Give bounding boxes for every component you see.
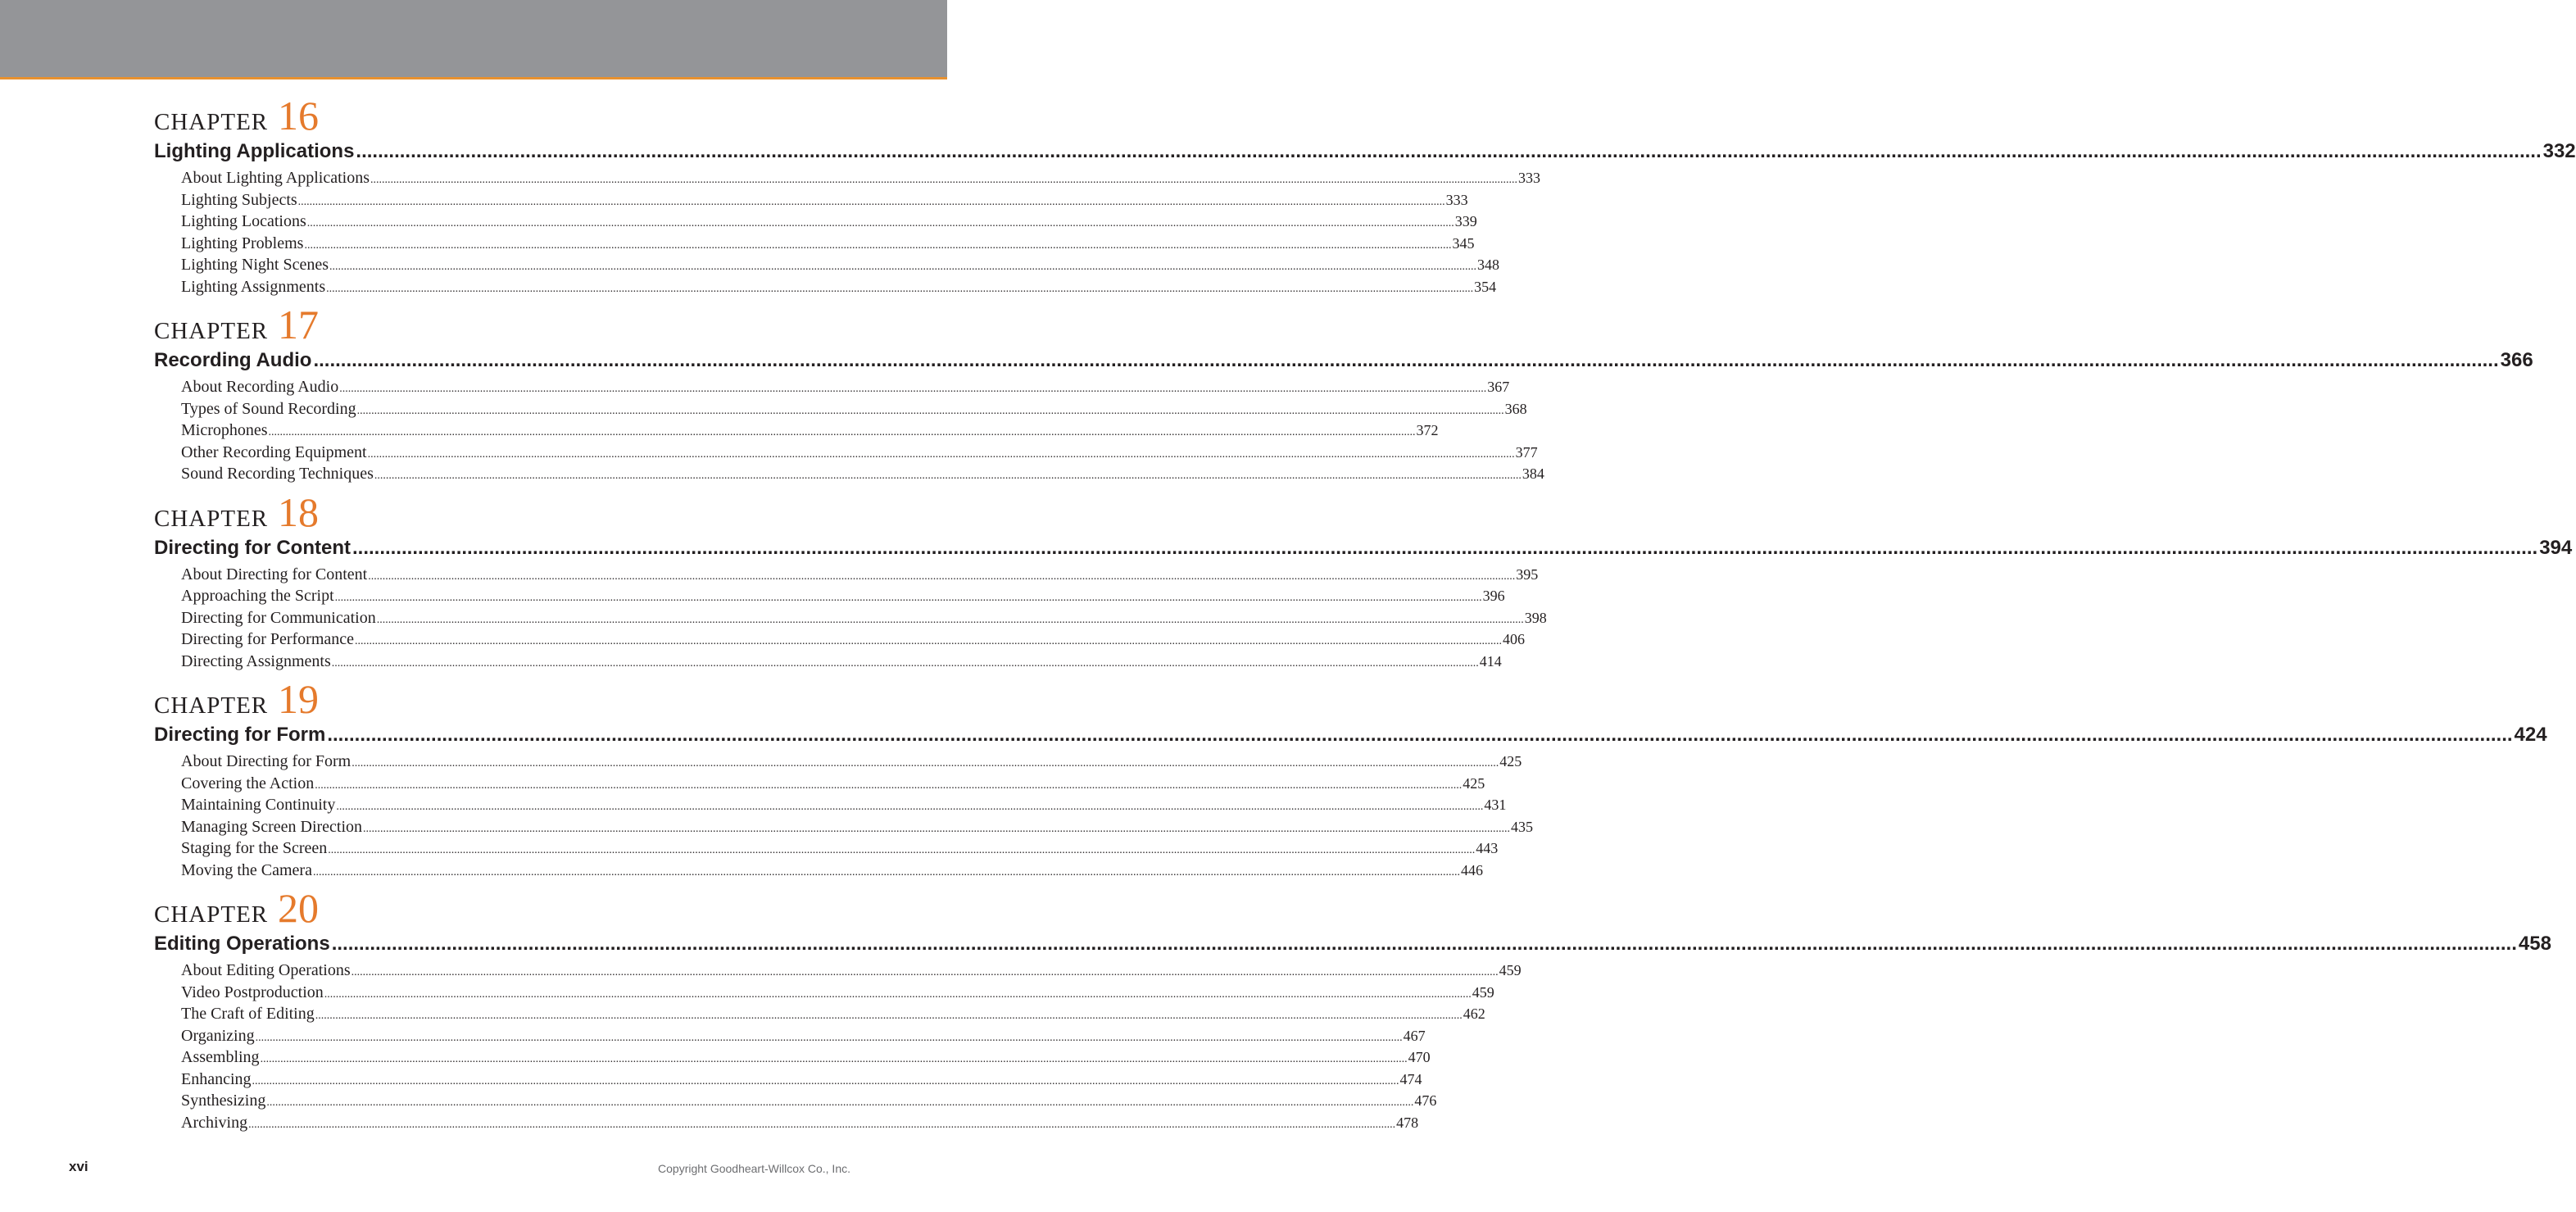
- toc-entry[interactable]: [181, 860, 1483, 882]
- entry-page: 425: [1463, 774, 1485, 792]
- entry-title: About Recording Audio: [181, 378, 339, 396]
- chapter-heading: [154, 885, 794, 931]
- dot-leader: ................................................................................................................................................................................................................................................................................................................................................................................................................: [252, 1074, 1399, 1087]
- chapter-label: CHAPTER: [154, 505, 269, 532]
- entry-title: Directing Assignments: [181, 651, 331, 670]
- toc-entry[interactable]: [181, 982, 1494, 1004]
- chapter-heading: [154, 93, 794, 138]
- toc-entry[interactable]: [181, 1090, 1437, 1112]
- section-list: [181, 376, 1544, 485]
- chapter-heading: [154, 676, 794, 722]
- chapter-section: [154, 676, 2547, 886]
- toc-entry[interactable]: [181, 1069, 1422, 1091]
- toc-entry[interactable]: [181, 1046, 1431, 1069]
- header-bar: [0, 0, 947, 79]
- entry-page: 384: [1522, 465, 1544, 482]
- chapter-title-row[interactable]: [154, 138, 2576, 166]
- chapter-title: Editing Operations: [154, 933, 330, 955]
- entry-page: 377: [1515, 443, 1538, 461]
- entry-title: Managing Screen Direction: [181, 817, 363, 836]
- entry-page: 443: [1476, 840, 1499, 856]
- entry-page: 406: [1503, 631, 1526, 647]
- section-list: [181, 564, 1547, 673]
- entry-page: 372: [1416, 422, 1439, 438]
- entry-title: About Lighting Applications: [181, 169, 370, 187]
- dot-leader: ................................................................................................................................................................................................................................................................................................................................................................................................................: [329, 261, 1476, 273]
- toc-entry[interactable]: [181, 398, 1527, 420]
- dot-leader: ................................................................................................................................................................................................................................................................................................................................................................................................................: [312, 865, 1460, 878]
- dot-leader: ................................................................................................................................................................................................................................................................................................................................................................................................................: [368, 570, 1516, 583]
- dot-leader: ................................................................................................................................................................................................................................................................................................................................................................................................................: [363, 822, 1511, 835]
- entry-page: 459: [1499, 962, 1522, 978]
- table-of-contents: [154, 93, 2576, 1138]
- entry-title: Synthesizing: [181, 1092, 266, 1110]
- chapter-title: Lighting Applications: [154, 140, 355, 162]
- entry-page: 333: [1518, 170, 1540, 186]
- entry-page: 398: [1524, 609, 1547, 626]
- chapter-title-row[interactable]: [154, 347, 2533, 374]
- chapter-section: [154, 885, 2551, 1138]
- entry-page: 339: [1454, 213, 1477, 229]
- entry-title: Lighting Subjects: [181, 190, 297, 209]
- entry-page: 446: [1460, 861, 1483, 878]
- chapter-label: CHAPTER: [154, 901, 269, 928]
- toc-entry[interactable]: [181, 420, 1439, 442]
- entry-page: 478: [1396, 1114, 1419, 1131]
- section-list: [181, 167, 1540, 297]
- entry-title: About Directing for Content: [181, 565, 368, 583]
- entry-title: Staging for the Screen: [181, 839, 328, 857]
- chapter-number: 19: [278, 676, 319, 722]
- entry-title: Other Recording Equipment: [181, 443, 367, 461]
- entry-title: Lighting Problems: [181, 234, 304, 252]
- entry-page: 470: [1408, 1049, 1431, 1065]
- toc-entry[interactable]: [181, 1003, 1485, 1025]
- entry-title: Directing for Performance: [181, 630, 355, 648]
- chapter-number: 17: [278, 302, 319, 347]
- entry-title: Maintaining Continuity: [181, 796, 336, 814]
- dot-leader: ................................................................................................................................................................................................................................................................................................................................................................................................................: [266, 1096, 1414, 1109]
- dot-leader: ................................................................................................................................................................................................................................................................................................................................................................................................................: [356, 140, 2542, 162]
- entry-page: 354: [1474, 278, 1497, 295]
- chapter-title-row[interactable]: [154, 721, 2547, 749]
- dot-leader: ................................................................................................................................................................................................................................................................................................................................................................................................................: [255, 1031, 1403, 1044]
- toc-entry[interactable]: [181, 442, 1538, 464]
- entry-title: Microphones: [181, 421, 268, 439]
- page-number: xvi: [69, 1159, 88, 1174]
- chapter-title: Recording Audio: [154, 349, 312, 371]
- toc-entry[interactable]: [181, 1025, 1426, 1047]
- entry-title: Covering the Action: [181, 774, 315, 792]
- toc-entry[interactable]: [181, 651, 1502, 673]
- dot-leader: ................................................................................................................................................................................................................................................................................................................................................................................................................: [336, 801, 1484, 813]
- dot-leader: ................................................................................................................................................................................................................................................................................................................................................................................................................: [331, 933, 2517, 955]
- entry-title: Sound Recording Techniques: [181, 465, 374, 483]
- entry-title: Types of Sound Recording: [181, 399, 356, 418]
- dot-leader: ................................................................................................................................................................................................................................................................................................................................................................................................................: [260, 1053, 1408, 1065]
- toc-entry[interactable]: [181, 167, 1540, 189]
- toc-entry[interactable]: [181, 751, 1522, 773]
- chapter-section: [154, 302, 2533, 490]
- toc-entry[interactable]: [181, 376, 1510, 398]
- dot-leader: ................................................................................................................................................................................................................................................................................................................................................................................................................: [306, 217, 1454, 229]
- entry-page: 367: [1487, 379, 1510, 395]
- chapter-page: 394: [2539, 536, 2573, 559]
- section-list: [181, 751, 1534, 881]
- entry-page: 395: [1516, 565, 1539, 583]
- toc-entry[interactable]: [181, 233, 1475, 255]
- toc-entry[interactable]: [181, 463, 1544, 485]
- dot-leader: ................................................................................................................................................................................................................................................................................................................................................................................................................: [313, 349, 2499, 371]
- entry-page: 459: [1472, 983, 1494, 1001]
- dot-leader: ................................................................................................................................................................................................................................................................................................................................................................................................................: [351, 966, 1499, 978]
- dot-leader: ................................................................................................................................................................................................................................................................................................................................................................................................................: [376, 613, 1524, 626]
- toc-entry[interactable]: [181, 189, 1468, 211]
- chapter-section: [154, 488, 2573, 678]
- entry-title: Organizing: [181, 1026, 255, 1045]
- entry-page: 435: [1511, 818, 1534, 835]
- entry-page: 476: [1414, 1092, 1437, 1109]
- entry-page: 345: [1452, 234, 1475, 252]
- toc-entry[interactable]: [181, 816, 1534, 838]
- toc-entry[interactable]: [181, 629, 1526, 651]
- entry-page: 431: [1484, 797, 1507, 813]
- copyright-notice: Copyright Goodheart-Willcox Co., Inc.: [658, 1162, 850, 1175]
- chapter-heading: [154, 488, 794, 535]
- toc-entry[interactable]: [181, 838, 1499, 860]
- entry-title: The Craft of Editing: [181, 1005, 315, 1023]
- dot-leader: ................................................................................................................................................................................................................................................................................................................................................................................................................: [339, 383, 1487, 395]
- dot-leader: ................................................................................................................................................................................................................................................................................................................................................................................................................: [356, 404, 1504, 417]
- chapter-label: CHAPTER: [154, 109, 269, 135]
- dot-leader: ................................................................................................................................................................................................................................................................................................................................................................................................................: [324, 987, 1472, 1001]
- chapter-number: 18: [278, 488, 319, 535]
- dot-leader: ................................................................................................................................................................................................................................................................................................................................................................................................................: [352, 536, 2538, 559]
- entry-title: Lighting Assignments: [181, 277, 326, 296]
- section-list: [181, 960, 1522, 1133]
- chapter-page: 424: [2514, 724, 2547, 746]
- entry-title: Lighting Night Scenes: [181, 256, 329, 274]
- dot-leader: ................................................................................................................................................................................................................................................................................................................................................................................................................: [315, 778, 1463, 792]
- entry-title: Enhancing: [181, 1069, 252, 1088]
- toc-entry[interactable]: [181, 254, 1499, 276]
- entry-page: 467: [1403, 1027, 1426, 1044]
- chapter-number: 16: [278, 93, 319, 138]
- toc-entry[interactable]: [181, 211, 1477, 233]
- toc-entry[interactable]: [181, 607, 1547, 629]
- toc-entry[interactable]: [181, 564, 1539, 586]
- dot-leader: ................................................................................................................................................................................................................................................................................................................................................................................................................: [304, 238, 1452, 252]
- chapter-title: Directing for Form: [154, 724, 326, 746]
- entry-title: About Directing for Form: [181, 752, 351, 770]
- entry-page: 368: [1504, 400, 1527, 417]
- toc-entry[interactable]: [181, 1112, 1419, 1134]
- dot-leader: ................................................................................................................................................................................................................................................................................................................................................................................................................: [367, 447, 1515, 461]
- chapter-section: [154, 93, 2576, 302]
- toc-entry[interactable]: [181, 585, 1505, 607]
- entry-title: Lighting Locations: [181, 212, 306, 230]
- chapter-label: CHAPTER: [154, 318, 269, 344]
- entry-title: Directing for Communication: [181, 608, 376, 627]
- chapter-page: 458: [2518, 933, 2551, 955]
- entry-title: Moving the Camera: [181, 860, 312, 879]
- dot-leader: ................................................................................................................................................................................................................................................................................................................................................................................................................: [327, 724, 2513, 746]
- entry-page: 414: [1479, 652, 1502, 670]
- dot-leader: ................................................................................................................................................................................................................................................................................................................................................................................................................: [268, 426, 1416, 438]
- dot-leader: ................................................................................................................................................................................................................................................................................................................................................................................................................: [331, 656, 1479, 670]
- dot-leader: ................................................................................................................................................................................................................................................................................................................................................................................................................: [328, 844, 1476, 856]
- chapter-label: CHAPTER: [154, 692, 269, 719]
- entry-page: 474: [1399, 1070, 1422, 1087]
- chapter-title-row[interactable]: [154, 534, 2573, 562]
- chapter-heading: [154, 302, 794, 347]
- entry-title: About Editing Operations: [181, 961, 351, 979]
- toc-entry[interactable]: [181, 960, 1522, 982]
- dot-leader: ................................................................................................................................................................................................................................................................................................................................................................................................................: [374, 470, 1522, 482]
- chapter-title: Directing for Content: [154, 536, 351, 559]
- entry-title: Archiving: [181, 1113, 248, 1132]
- entry-title: Assembling: [181, 1048, 260, 1066]
- dot-leader: ................................................................................................................................................................................................................................................................................................................................................................................................................: [315, 1010, 1463, 1022]
- entry-page: 425: [1499, 753, 1522, 769]
- entry-page: 333: [1445, 191, 1468, 208]
- toc-entry[interactable]: [181, 276, 1497, 298]
- toc-entry[interactable]: [181, 794, 1507, 816]
- chapter-title-row[interactable]: [154, 930, 2551, 958]
- dot-leader: ................................................................................................................................................................................................................................................................................................................................................................................................................: [334, 592, 1482, 604]
- dot-leader: ................................................................................................................................................................................................................................................................................................................................................................................................................: [326, 282, 1474, 295]
- dot-leader: ................................................................................................................................................................................................................................................................................................................................................................................................................: [355, 635, 1503, 647]
- dot-leader: ................................................................................................................................................................................................................................................................................................................................................................................................................: [351, 757, 1499, 769]
- chapter-page: 332: [2542, 140, 2576, 162]
- chapter-page: 366: [2500, 349, 2533, 371]
- entry-page: 396: [1482, 588, 1505, 604]
- toc-entry[interactable]: [181, 773, 1485, 795]
- entry-title: Approaching the Script: [181, 587, 334, 605]
- entry-page: 348: [1476, 256, 1499, 273]
- dot-leader: ................................................................................................................................................................................................................................................................................................................................................................................................................: [370, 174, 1517, 186]
- dot-leader: ................................................................................................................................................................................................................................................................................................................................................................................................................: [297, 195, 1445, 208]
- chapter-number: 20: [278, 885, 319, 931]
- entry-page: 462: [1463, 1005, 1485, 1022]
- entry-title: Video Postproduction: [181, 983, 324, 1001]
- dot-leader: ................................................................................................................................................................................................................................................................................................................................................................................................................: [248, 1118, 1396, 1131]
